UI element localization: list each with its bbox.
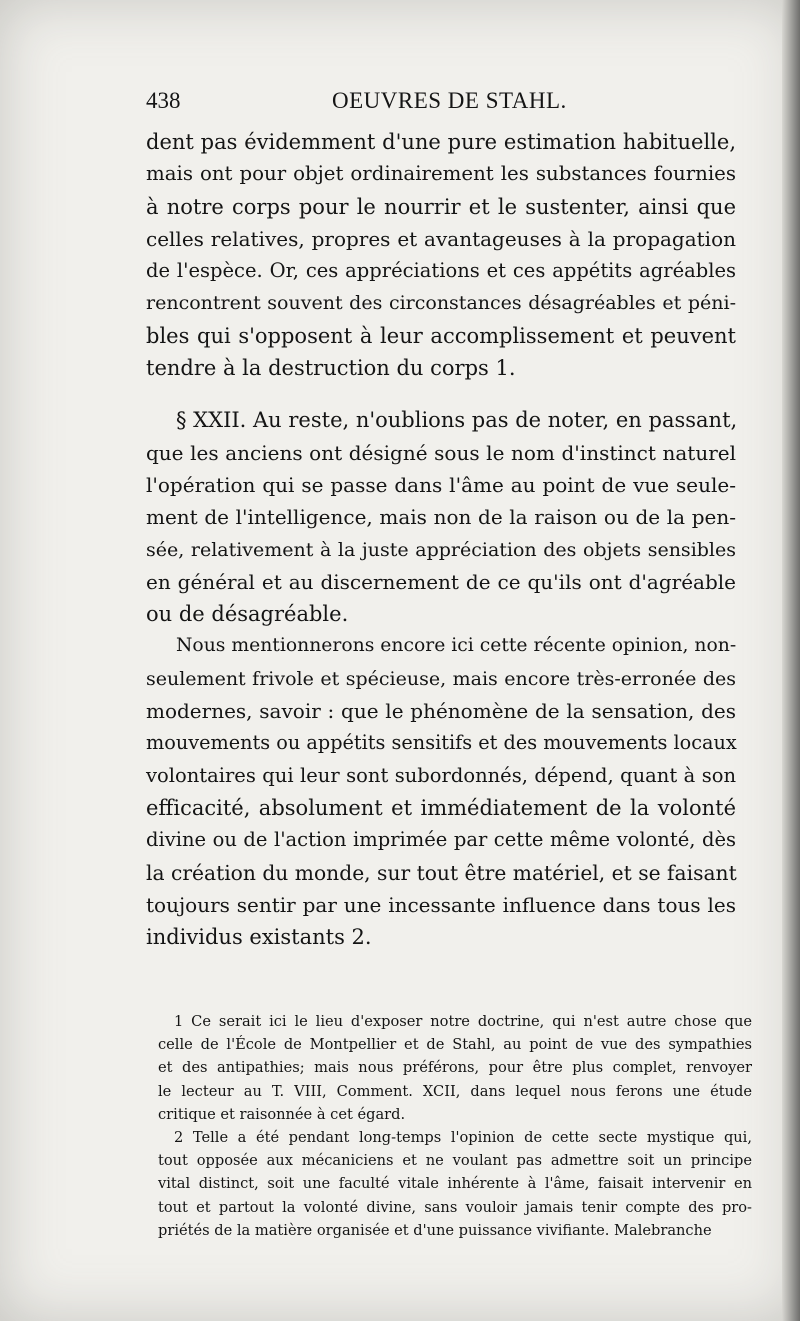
text-line: mouvements ou appétits sensitifs et des mouvements locaux	[146, 731, 737, 755]
text-line: Nous mentionnerons encore ici cette récente opinion, non-	[176, 635, 737, 657]
text-line: à notre corps pour le nourrir et le sustenter, ainsi que	[146, 194, 736, 219]
footnotes	[158, 1010, 752, 1242]
page-number: 438	[146, 88, 181, 113]
main-text	[146, 126, 736, 953]
paragraph-gap	[146, 384, 736, 404]
footnote-line: priétés de la matière organisée et d'une puissance vivifiante. Malebranche	[158, 1221, 712, 1239]
footnote-line: critique et raisonnée à cet égard.	[158, 1105, 406, 1123]
footnote-line: et des antipathies; mais nous préférons, pour être plus complet, renvoyer	[158, 1059, 752, 1077]
text-line: volontaires qui leur sont subordonnés, dépend, quant à son	[146, 763, 736, 787]
page-edge-shadow	[782, 0, 800, 1321]
footnote-line: le lecteur au T. VIII, Comment. XCII, dans lequel nous ferons une étude	[158, 1082, 752, 1100]
text-line: tendre à la destruction du corps 1.	[146, 356, 516, 381]
text-line: rencontrent souvent des circonstances désagréables et péni-	[146, 292, 736, 315]
footnote-line: celle de l'École de Montpellier et de Stahl, au point de vue des sympathies	[158, 1036, 752, 1054]
text-line: que les anciens ont désigné sous le nom d'instinct naturel	[146, 440, 736, 465]
text-line: ou de désagréable.	[146, 602, 349, 627]
text-line: individus existants 2.	[146, 925, 372, 950]
text-line: bles qui s'opposent à leur accomplissement et peuvent	[146, 323, 736, 348]
text-line: efficacité, absolument et immédiatement de la volonté	[146, 795, 736, 820]
footnote-line: tout opposée aux mécaniciens et ne voulant pas admettre soit un principe	[158, 1152, 752, 1170]
text-line: ment de l'intelligence, mais non de la raison ou de la pen-	[146, 505, 736, 530]
text-line: toujours sentir par une incessante influence dans tous les	[146, 892, 736, 917]
text-line: seulement frivole et spécieuse, mais encore très-erronée des	[146, 667, 736, 690]
text-line: l'opération qui se passe dans l'âme au point de vue seule-	[146, 472, 736, 497]
text-line: divine ou de l'action imprimée par cette même volonté, dès	[146, 828, 736, 852]
footnote-line: 1 Ce serait ici le lieu d'exposer notre doctrine, qui n'est autre chose que	[174, 1013, 752, 1030]
running-header	[146, 88, 742, 118]
text-line: mais ont pour objet ordinairement les substances fournies	[146, 162, 736, 186]
text-line: sée, relativement à la juste appréciation des objets sensibles	[146, 538, 736, 561]
footnote-line: tout et partout la volonté divine, sans vouloir jamais tenir compte des pro-	[158, 1198, 752, 1216]
text-line: modernes, savoir : que le phénomène de la sensation, des	[146, 699, 736, 724]
text-line: celles relatives, propres et avantageuses à la propagation	[146, 226, 736, 251]
footnote-line: vital distinct, soit une faculté vitale inhérente à l'âme, faisait intervenir en	[158, 1175, 752, 1193]
section-heading-line: § XXII. Au reste, n'oublions pas de noter, en passant,	[176, 408, 738, 433]
text-line: la création du monde, sur tout être matériel, et se faisant	[146, 860, 737, 885]
text-line: dent pas évidemment d'une pure estimation habituelle,	[146, 130, 736, 154]
running-title: OEUVRES DE STAHL.	[332, 88, 567, 113]
text-line: en général et au discernement de ce qu'ils ont d'agréable	[146, 569, 736, 594]
footnote-line: 2 Telle a été pendant long-temps l'opinion de cette secte mystique qui,	[174, 1129, 752, 1147]
text-line: de l'espèce. Or, ces appréciations et ces appétits agréables	[146, 259, 736, 283]
